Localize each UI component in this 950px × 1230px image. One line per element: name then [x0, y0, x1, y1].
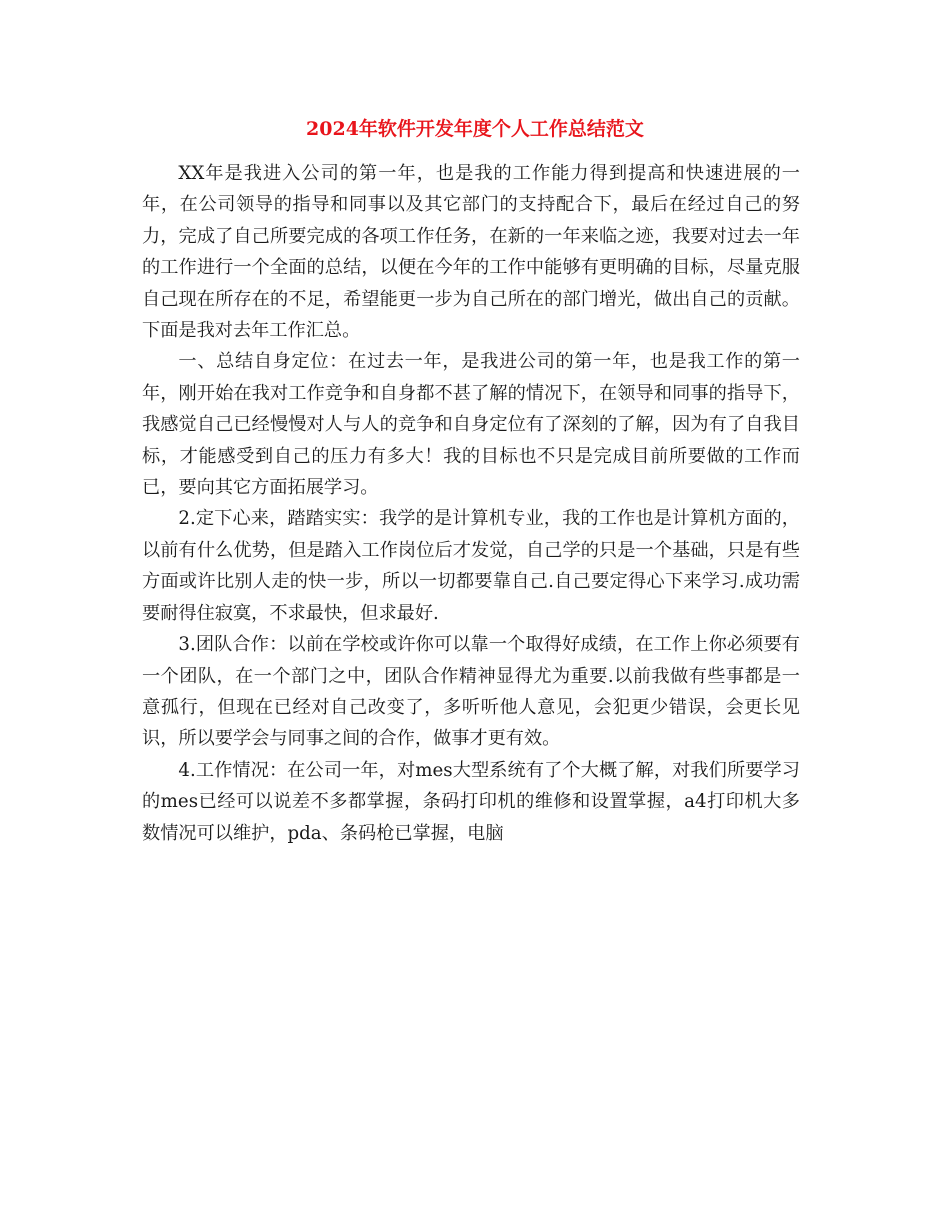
paragraph-work-status: 4.工作情况：在公司一年，对mes大型系统有了个大概了解，对我们所要学习的mes已经可以说差不多都掌握，条码打印机的维修和设置掌握，a4打印机大多数情况可以维护，pda、条码枪已掌握，电脑 — [142, 759, 800, 844]
document-title: 2024年软件开发年度个人工作总结范文 — [306, 118, 644, 140]
paragraph-settle-down: 2.定下心来，踏踏实实：我学的是计算机专业，我的工作也是计算机方面的，以前有什么优势，但是踏入工作岗位后才发觉，自己学的只是一个基础，只是有些方面或许比别人走的快一步，所以一切都要靠自己.自己要定得心下来学习.成功需要耐得住寂寞，不求最快，但求最好. — [142, 508, 800, 624]
document-body — [142, 158, 800, 849]
paragraph-intro: XX年是我进入公司的第一年，也是我的工作能力得到提高和快速进展的一年，在公司领导的指导和同事以及其它部门的支持配合下，最后在经过自己的努力，完成了自己所要完成的各项工作任务，在新的一年来临之迹，我要对过去一年的工作进行一个全面的总结，以便在今年的工作中能够有更明确的目标，尽量克服自己现在所存在的不足，希望能更一步为自己所在的部门增光，做出自己的贡献。下面是我对去年工作汇总。 — [142, 163, 800, 342]
paragraph-self-positioning: 一、总结自身定位：在过去一年，是我进公司的第一年，也是我工作的第一年，刚开始在我对工作竞争和自身都不甚了解的情况下，在领导和同事的指导下，我感觉自己已经慢慢对人与人的竞争和自身定位有了深刻的了解，因为有了自我目标，才能感受到自己的压力有多大！我的目标也不只是完成目前所要做的工作而已，要向其它方面拓展学习。 — [142, 351, 800, 499]
paragraph-teamwork: 3.团队合作：以前在学校或许你可以靠一个取得好成绩，在工作上你必须要有一个团队，在一个部门之中，团队合作精神显得尤为重要.以前我做有些事都是一意孤行，但现在已经对自己改变了，多听听他人意见，会犯更少错误，会更长见识，所以要学会与同事之间的合作，做事才更有效。 — [142, 634, 800, 750]
